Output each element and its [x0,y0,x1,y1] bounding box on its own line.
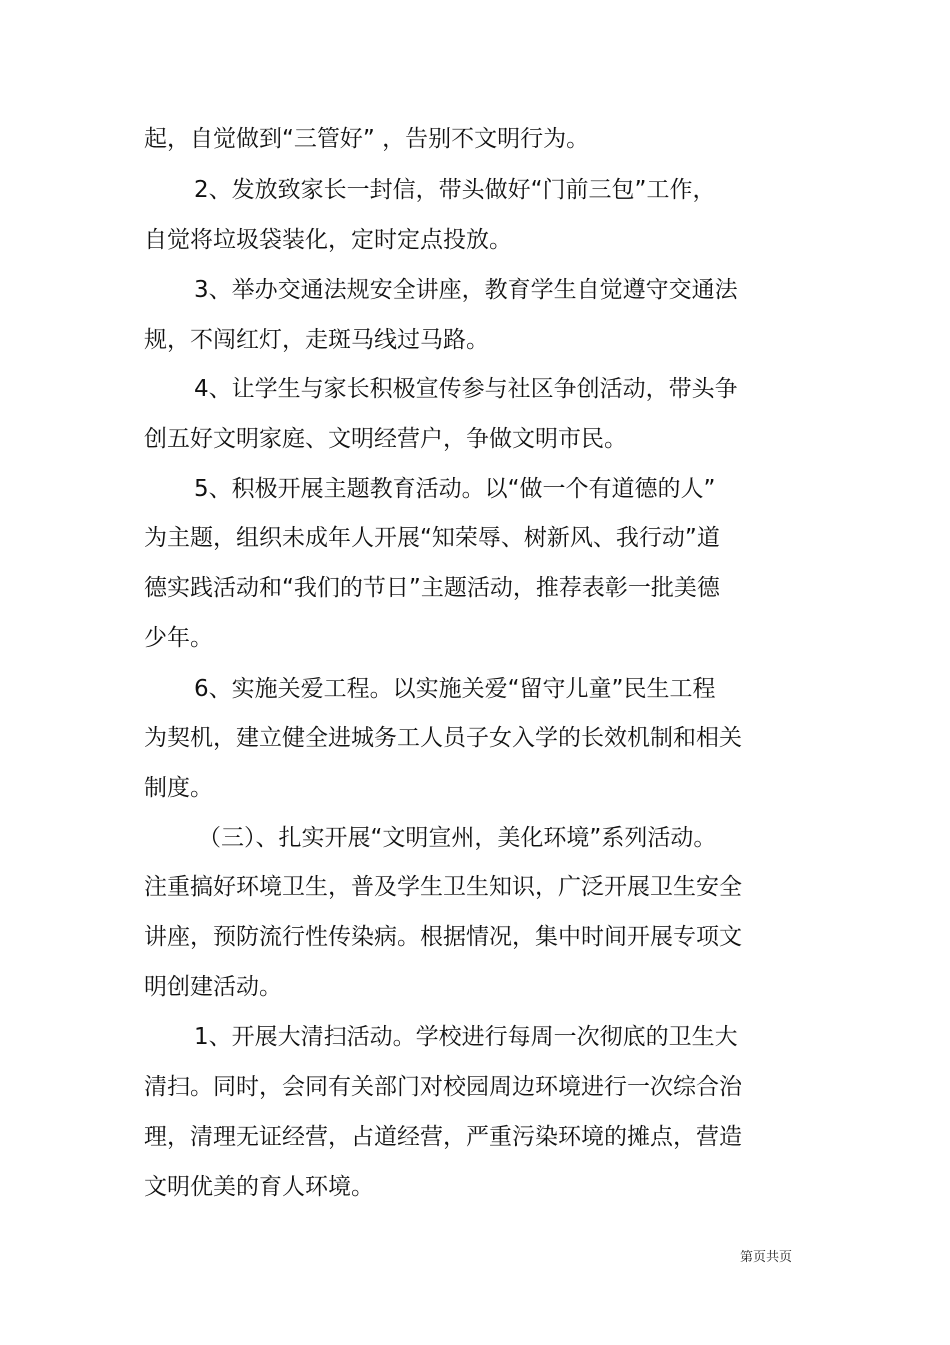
text-line: 1、开展大清扫活动。学校进行每周一次彻底的卫生大 [194,1024,738,1050]
text-line: 3、举办交通法规安全讲座，教育学生自觉遵守交通法 [194,277,738,303]
text-line: 为契机，建立健全进城务工人员子女入学的长效机制和相关 [144,725,742,751]
text-line: 为主题，组织未成年人开展“知荣辱、树新风、我行动”道 [144,525,720,551]
text-line: 德实践活动和“我们的节日”主题活动，推荐表彰一批美德 [144,575,720,601]
text-line: 制度。 [144,775,213,801]
text-line: 注重搞好环境卫生，普及学生卫生知识，广泛开展卫生安全 [144,874,742,900]
text-line: 明创建活动。 [144,974,282,1000]
page-footer: 第页共页 [740,1250,793,1265]
text-line: 4、让学生与家长积极宣传参与社区争创活动，带头争 [194,376,738,402]
text-line: 5、积极开展主题教育活动。以“做一个有道德的人” [194,476,716,502]
text-line: 2、发放致家长一封信，带头做好“门前三包”工作， [194,177,716,203]
text-line: 讲座，预防流行性传染病。根据情况，集中时间开展专项文 [144,924,742,950]
text-line: 规，不闯红灯，走斑马线过马路。 [144,327,489,353]
text-line: 起，自觉做到“三管好” ，告别不文明行为。 [144,126,590,152]
text-line: 文明优美的育人环境。 [144,1174,374,1200]
section-heading: （三）、扎实开展“文明宣州，美化环境”系列活动。 [198,825,717,851]
text-line: 6、实施关爱工程。以实施关爱“留守儿童”民生工程 [194,676,716,702]
text-line: 清扫。同时，会同有关部门对校园周边环境进行一次综合治 [144,1074,742,1100]
text-line: 创五好文明家庭、文明经营户，争做文明市民。 [144,426,627,452]
text-line: 自觉将垃圾袋装化，定时定点投放。 [144,227,512,253]
text-line: 少年。 [144,625,213,651]
text-line: 理，清理无证经营，占道经营，严重污染环境的摊点，营造 [144,1124,742,1150]
